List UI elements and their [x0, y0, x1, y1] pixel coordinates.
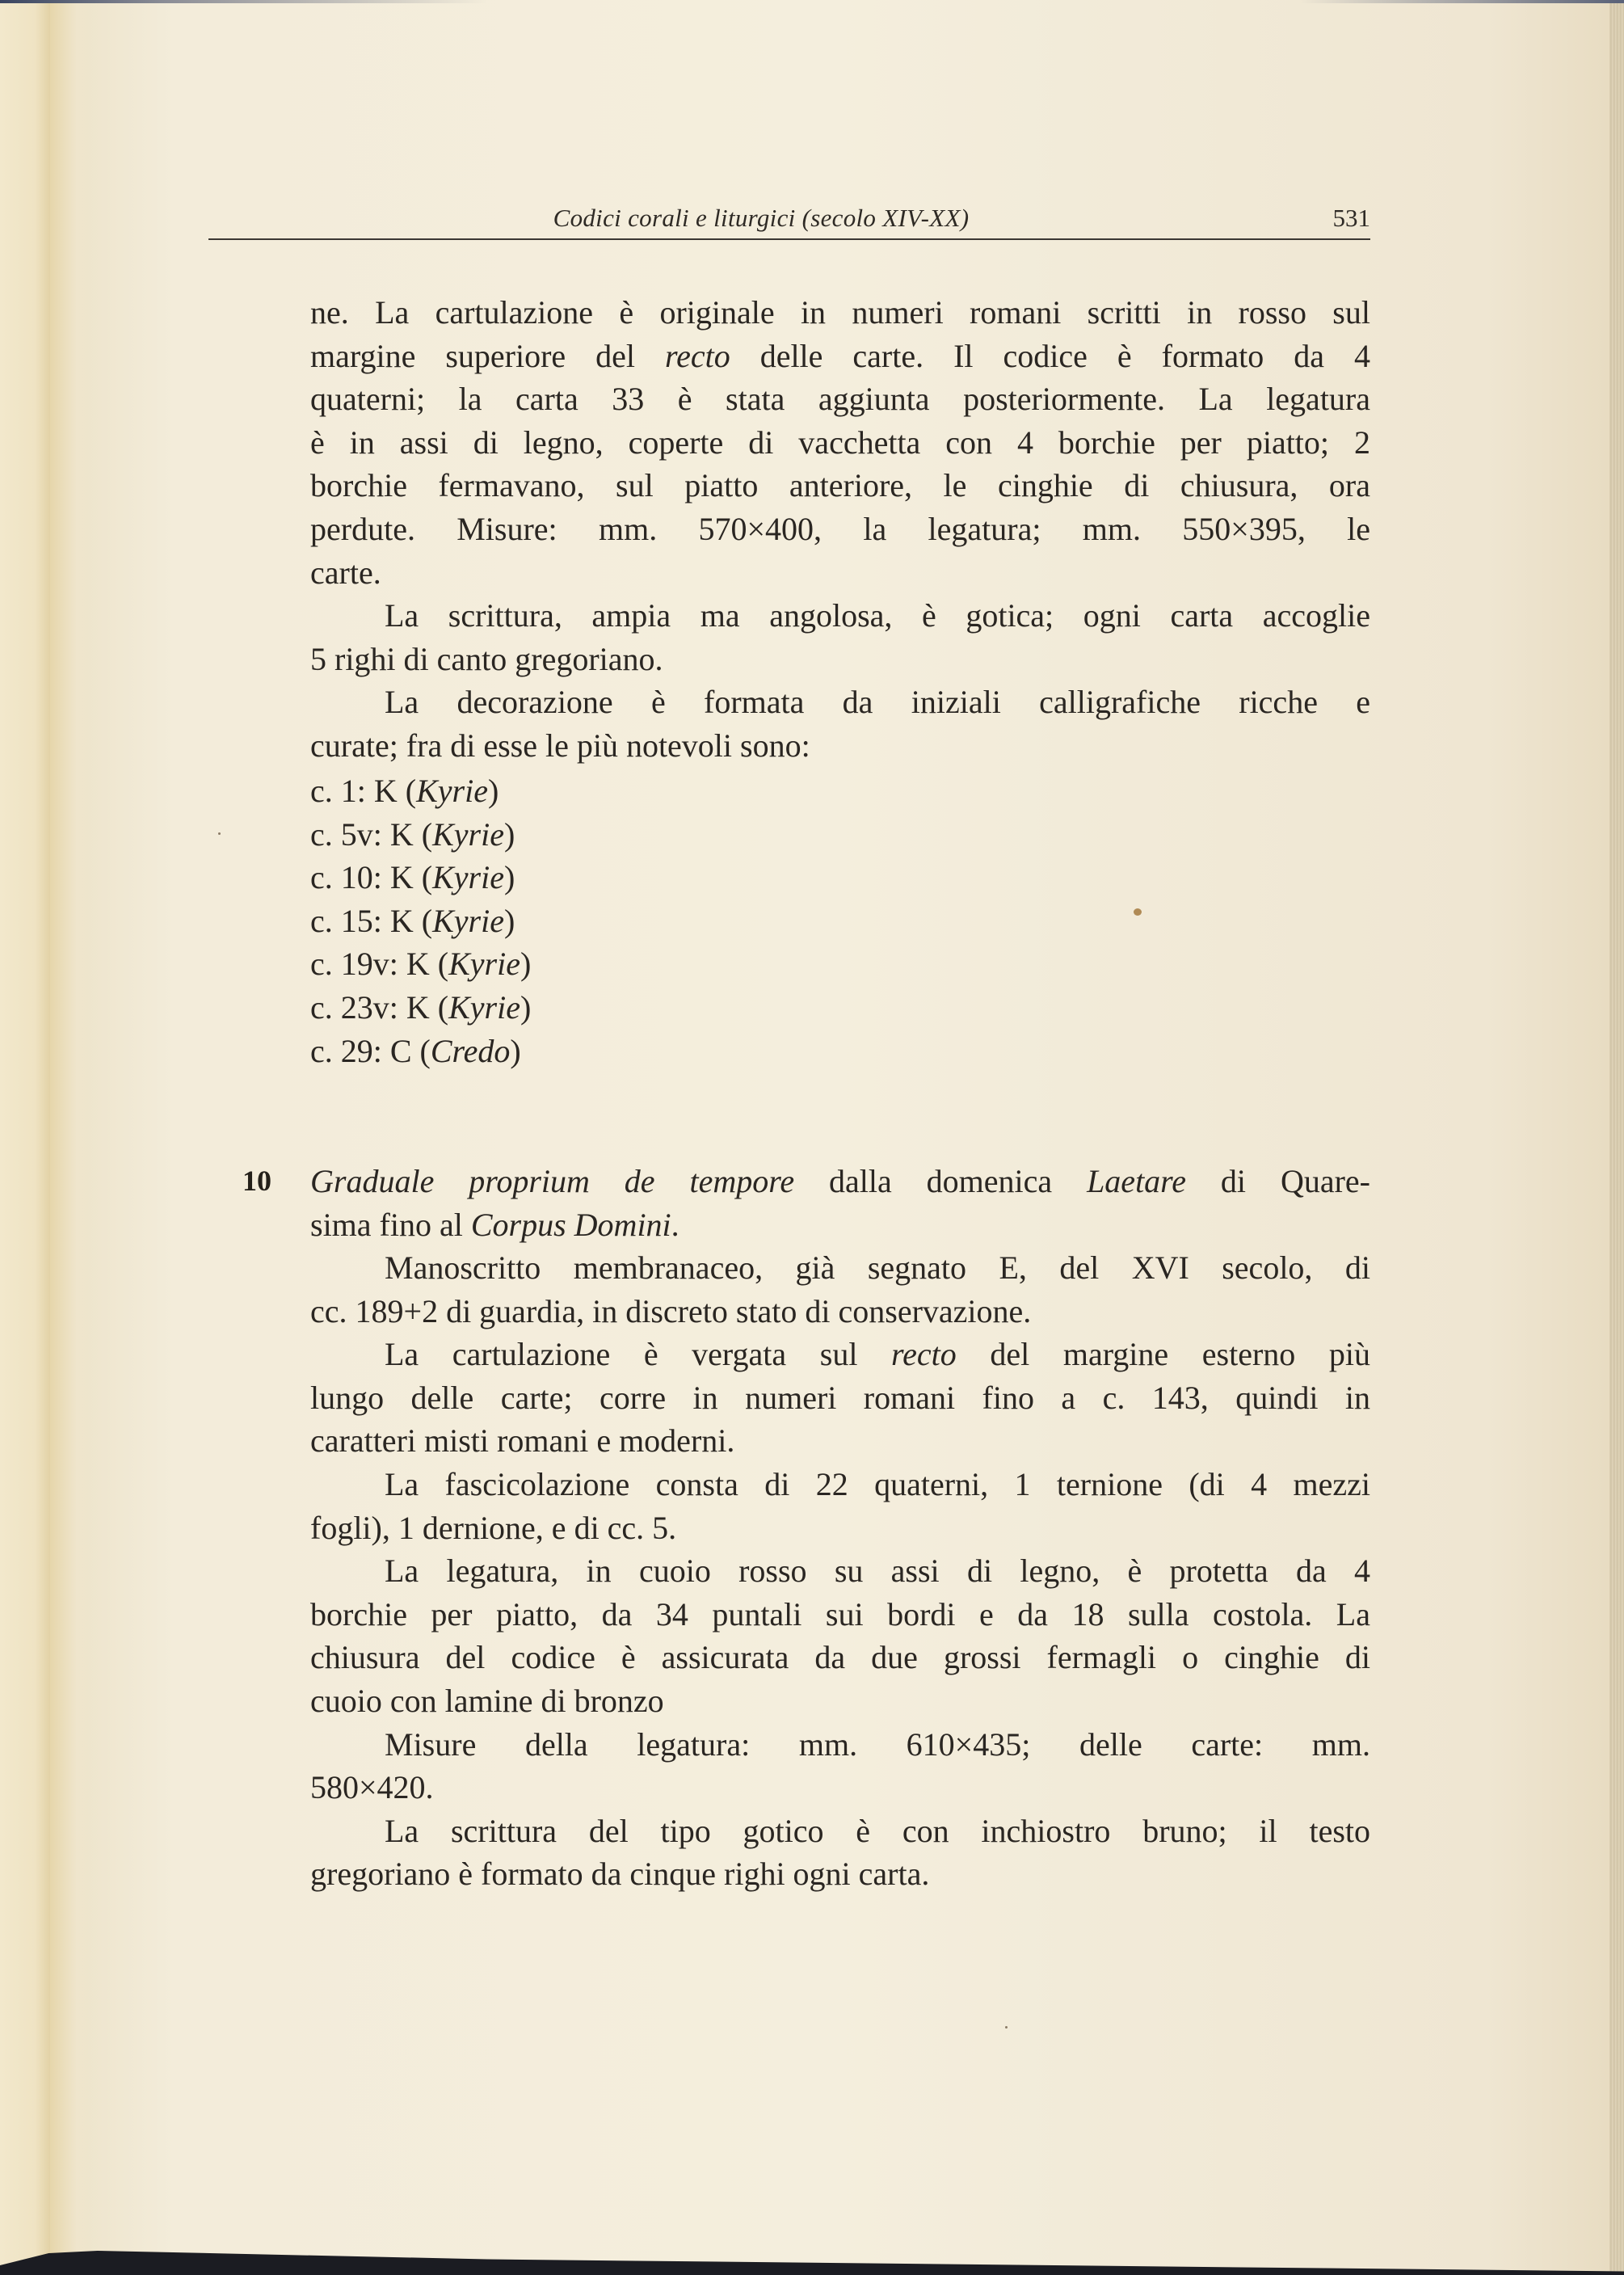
text-line: Manoscritto membranaceo, già segnato E, del XVI secolo, di: [385, 1249, 1370, 1286]
paper-speck: [1005, 2026, 1008, 2029]
list-item: c. 19v: K (Kyrie): [310, 946, 532, 983]
text-line: chiusura del codice è assicurata da due grossi fermagli o cinghie di: [310, 1639, 1370, 1676]
entry-paragraph: [310, 1723, 1370, 1809]
text-line: caratteri misti romani e moderni.: [310, 1422, 735, 1460]
list-item: c. 15: K (Kyrie): [310, 902, 515, 939]
text-line: curate; fra di esse le più notevoli sono:: [310, 727, 810, 764]
text-line: ne. La cartulazione è originale in numeri romani scritti in rosso sul: [310, 294, 1370, 331]
initial-name: Kyrie: [448, 988, 520, 1026]
text-line: La fascicolazione consta di 22 quaterni, 1 ternione (di 4 mezzi: [385, 1465, 1370, 1502]
paper-speck: [1134, 908, 1142, 916]
initial-name: Credo: [430, 1032, 511, 1069]
list-item: c. 1: K (Kyrie): [310, 773, 499, 809]
paragraph-cartulazione-legatura: [310, 291, 1370, 594]
entry-title: [310, 1160, 1370, 1246]
entry-paragraph: [310, 1246, 1370, 1333]
initials-list: [310, 769, 531, 1072]
list-item: c. 5v: K (Kyrie): [310, 815, 515, 853]
text-line: cc. 189+2 di guardia, in discreto stato di conservazione.: [310, 1292, 1032, 1329]
entry-paragraph: [310, 1809, 1370, 1896]
initial-name: Kyrie: [432, 815, 504, 853]
title-line: Graduale proprium de tempore dalla domenica Laetare di Quare-: [310, 1163, 1370, 1199]
text-line: fogli), 1 dernione, e di cc. 5.: [310, 1509, 677, 1546]
text-line: La scrittura, ampia ma angolosa, è gotica; ogni carta accoglie: [385, 597, 1370, 634]
entry-description: [310, 1246, 1370, 1896]
italic-term: Graduale proprium de tempore: [310, 1163, 795, 1199]
initial-name: Kyrie: [448, 946, 520, 983]
page-number: 531: [1332, 204, 1370, 232]
paragraph-scrittura: [310, 594, 1370, 680]
entry-paragraph: [310, 1463, 1370, 1549]
list-item: c. 23v: K (Kyrie): [310, 988, 532, 1026]
text-line: La decorazione è formata da iniziali calligrafiche ricche e: [385, 684, 1370, 720]
text-line: carte.: [310, 554, 381, 591]
list-item: c. 10: K (Kyrie): [310, 859, 515, 896]
entry-number: 10: [242, 1165, 271, 1197]
running-title: Codici corali e liturgici (secolo XIV-XX): [553, 204, 970, 232]
italic-term: Corpus Domini: [470, 1206, 671, 1243]
text-line: margine superiore del recto delle carte. Il codice è formato da 4: [310, 337, 1370, 374]
text-line: Misure della legatura: mm. 610×435; delle carte: mm.: [385, 1725, 1370, 1763]
text-line: borchie per piatto, da 34 puntali sui bordi e da 18 sulla costola. La: [310, 1595, 1370, 1633]
text-line: lungo delle carte; corre in numeri romani fino a c. 143, quindi in: [310, 1379, 1370, 1416]
text-line: è in assi di legno, coperte di vacchetta con 4 borchie per piatto; 2: [310, 423, 1370, 461]
entry-paragraph: [310, 1549, 1370, 1722]
list-item: c. 29: C (Credo): [310, 1032, 521, 1069]
italic-term: recto: [891, 1336, 957, 1373]
text-line: borchie fermavano, sul piatto anteriore, le cinghie di chiusura, ora: [310, 467, 1370, 504]
gutter-shadow: [50, 0, 99, 2275]
text-line: gregoriano è formato da cinque righi ogni carta.: [310, 1856, 930, 1893]
initial-name: Kyrie: [432, 902, 504, 939]
text-line: 5 righi di canto gregoriano.: [310, 640, 663, 677]
running-header: [208, 199, 1370, 239]
text-line: La scrittura del tipo gotico è con inchiostro bruno; il testo: [385, 1812, 1370, 1849]
header-rule: [208, 238, 1370, 240]
scan-top-edge: [0, 0, 1624, 3]
initial-name: Kyrie: [432, 859, 504, 896]
entry-paragraph: [310, 1333, 1370, 1463]
previous-page-edge: [0, 0, 50, 2275]
text-line: quaterni; la carta 33 è stata aggiunta posteriormente. La legatura: [310, 381, 1370, 418]
page-stack-edge: [1609, 0, 1624, 2275]
text-line: La legatura, in cuoio rosso su assi di legno, è protetta da 4: [385, 1552, 1370, 1590]
initial-name: Kyrie: [416, 773, 488, 809]
title-line: sima fino al Corpus Domini.: [310, 1206, 679, 1243]
italic-term: recto: [665, 337, 730, 374]
text-line: perdute. Misure: mm. 570×400, la legatura; mm. 550×395, le: [310, 510, 1370, 547]
italic-term: Laetare: [1087, 1163, 1187, 1199]
text-line: La cartulazione è vergata sul recto del margine esterno più: [385, 1336, 1370, 1373]
paragraph-decorazione: [310, 680, 1370, 767]
text-line: cuoio con lamine di bronzo: [310, 1682, 664, 1719]
text-line: 580×420.: [310, 1769, 434, 1806]
paper-speck: [218, 832, 221, 835]
